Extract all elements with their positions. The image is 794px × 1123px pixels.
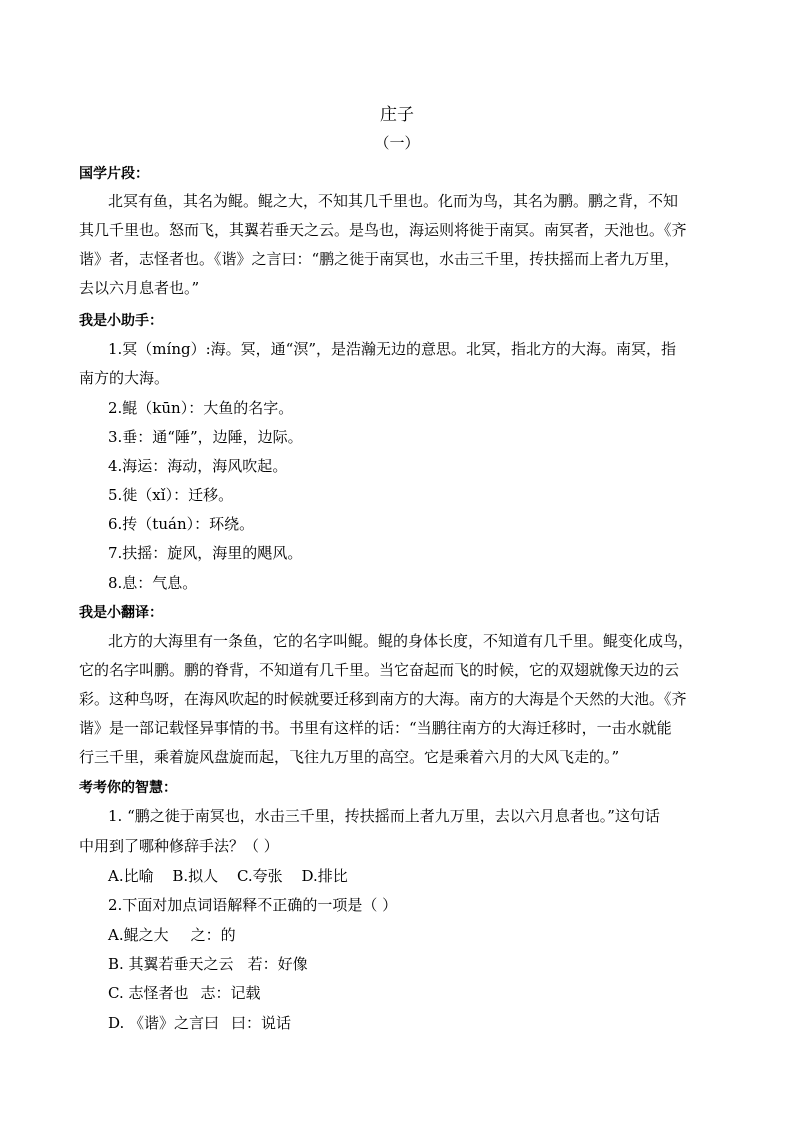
q2-option-text: C. 志怪者也 [108,984,189,1002]
note-line: 7.扶摇：旋风，海里的飓风。 [108,544,303,562]
q2-option-d [108,1012,748,1033]
q2-option-text: B. 其翼若垂天之云 [108,955,234,973]
q2-option-note: 志：记载 [200,984,261,1002]
section-heading-text: 国学片段： [79,166,149,182]
option-b: B.拟人 [172,867,219,885]
paragraph-line: 去以六月息者也。” [79,279,200,297]
question-1-line: 中用到了哪种修辞手法？（ ） [79,837,279,855]
option-a: A.比喻 [108,867,154,885]
note-line: 2.鲲（kūn）：大鱼的名字。 [108,399,294,417]
note-line: 南方的大海。 [79,369,170,387]
page-subtitle: （一） [374,134,420,152]
note-line: 4.海运：海动，海风吹起。 [108,457,288,475]
translation-line: 北方的大海里有一条鱼，它的名字叫鲲。鲲的身体长度，不知道有几千里。鲲变化成鸟， [108,632,694,650]
note-line: 3.垂：通“陲”，边陲，边际。 [108,428,303,446]
translation-line: 它的名字叫鹏。鹏的脊背，不知道有几千里。当它奋起而飞的时候，它的双翅就像天边的云 [79,661,680,679]
option-d: D.排比 [301,867,348,885]
note-line: 8.息：气息。 [108,574,198,592]
translation-line: 彩。这种鸟呀，在海风吹起的时候就要迁移到南方的大海。南方的大海是个天然的大池。《齐 [79,690,687,708]
paragraph-line: 北冥有鱼，其名为鲲。鲲之大，不知其几千里也。化而为鸟，其名为鹏。鹏之背，不知 [108,192,679,210]
q2-option-note: 曰：说话 [231,1014,292,1032]
translation-line: 谐》是一部记载怪异事情的书。书里有这样的话：“当鹏往南方的大海迁移时，一击水就能 [79,719,672,737]
q2-option-text: A.鲲之大 [108,926,169,944]
option-c: C.夸张 [236,867,283,885]
section-heading-quiz: 考考你的智慧： [79,780,177,796]
note-line: 5.徙（xǐ）：迁移。 [108,486,234,504]
section-heading-translation: 我是小翻译： [79,605,163,621]
page-title: 庄子 [380,105,414,125]
q2-option-a [108,924,748,945]
q2-option-c [108,982,748,1003]
translation-line: 行三千里，乘着旋风盘旋而起，飞往九万里的高空。它是乘着六月的大风飞走的。” [79,748,620,766]
note-line: 6.抟（tuán）：环绕。 [108,515,255,533]
note-line: 1.冥（míng）:海。冥，通“溟”，是浩瀚无边的意思。北冥，指北方的大海。南冥，指 [108,340,676,358]
question-1-line: 1. “鹏之徙于南冥也，水击三千里，抟扶摇而上者九万里，去以六月息者也。”这句话 [108,807,660,825]
section-heading-notes: 我是小助手： [79,313,163,329]
q2-option-note: 之：的 [190,926,236,944]
question-1-options [108,865,748,886]
q2-option-b [108,953,748,974]
paragraph-line: 其几千里也。怒而飞，其翼若垂天之云。是鸟也，海运则将徙于南冥。南冥者，天池也。《齐 [79,221,687,239]
question-2-line: 2.下面对加点词语解释不正确的一项是（ ） [108,896,398,914]
paragraph-line: 谐》者，志怪者也。《谐》之言曰：“鹏之徙于南冥也，水击三千里，抟扶摇而上者九万里， [79,250,680,268]
q2-option-text: D. 《谐》之言曰 [108,1014,220,1032]
q2-option-note: 若：好像 [247,955,308,973]
